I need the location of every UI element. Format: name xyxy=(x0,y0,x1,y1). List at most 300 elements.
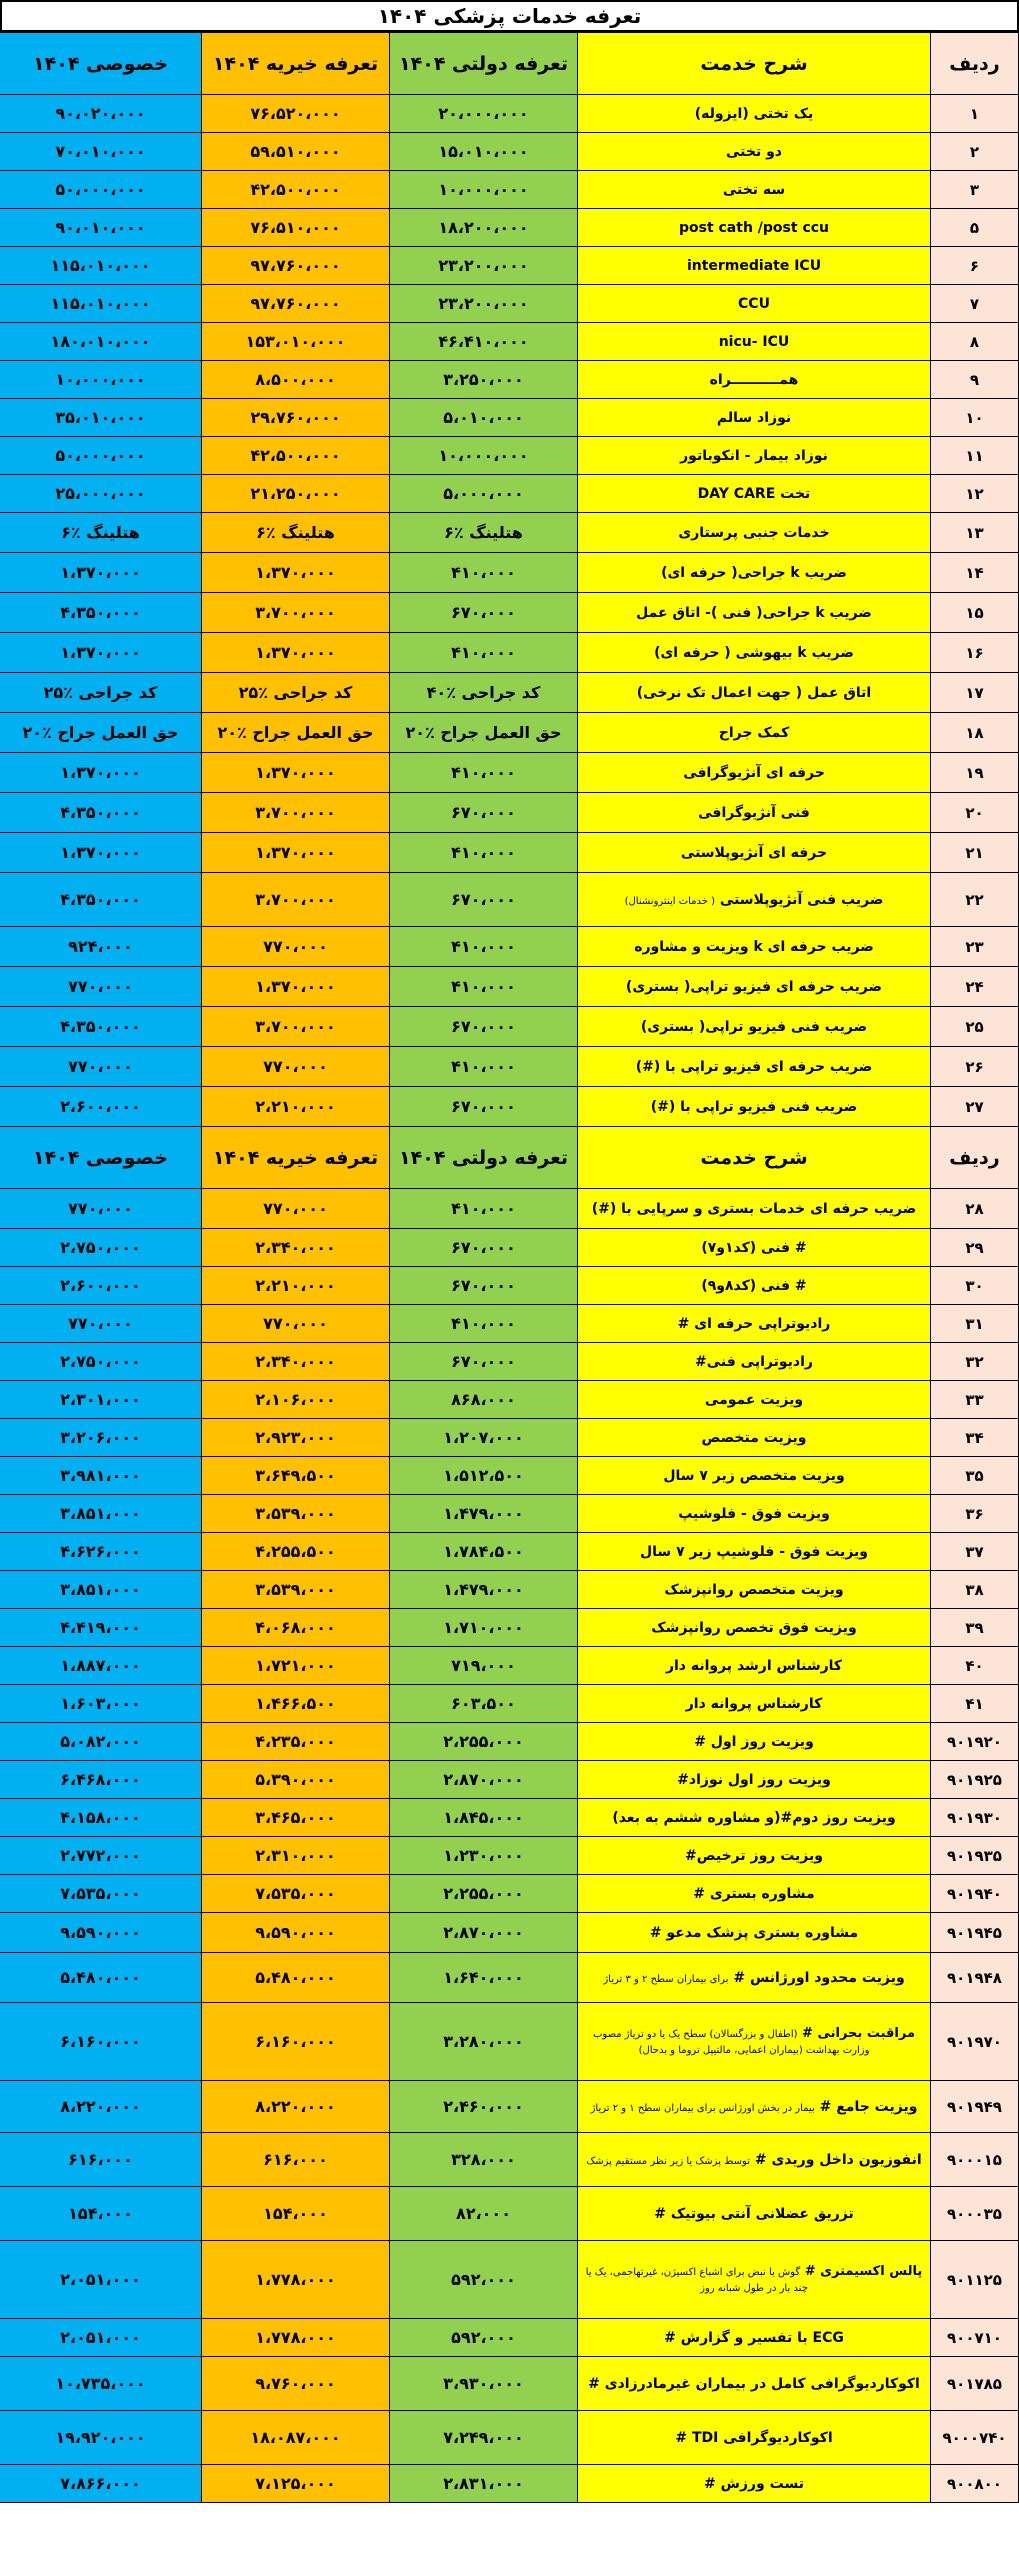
government-tariff-cell: ۴۱۰،۰۰۰ xyxy=(390,927,578,967)
description-text: حرفه ای آنژیوپلاستی xyxy=(680,844,828,861)
row-number-cell: ۱۳ xyxy=(931,513,1019,553)
charity-tariff-cell: ۲،۱۰۶،۰۰۰ xyxy=(202,1381,390,1419)
description-text: ویزیت متخصص روانپزشک xyxy=(664,1581,844,1598)
charity-tariff-cell: ۵،۳۹۰،۰۰۰ xyxy=(202,1761,390,1799)
row-number-cell: ۱۴ xyxy=(931,553,1019,593)
charity-tariff-cell: ۳،۵۳۹،۰۰۰ xyxy=(202,1495,390,1533)
row-number-cell: ۲۷ xyxy=(931,1087,1019,1127)
charity-tariff-cell: ۹۷،۷۶۰،۰۰۰ xyxy=(202,285,390,323)
private-tariff-cell: ۱۱۵،۰۱۰،۰۰۰ xyxy=(0,285,202,323)
table-row xyxy=(0,1343,1019,1381)
description-cell xyxy=(578,2319,931,2357)
description-note: برای بیماران سطح ۲ و ۳ تریاژ xyxy=(603,1973,729,1985)
description-cell xyxy=(578,833,931,873)
table-row xyxy=(0,1305,1019,1343)
private-tariff-cell: ۵۰،۰۰۰،۰۰۰ xyxy=(0,437,202,475)
header-row-no: ردیف xyxy=(931,33,1019,95)
row-number-cell: ۳۱ xyxy=(931,1305,1019,1343)
description-text: ویزیت محدود اورژانس # xyxy=(733,1969,905,1986)
government-tariff-cell: ۱،۲۳۰،۰۰۰ xyxy=(390,1837,578,1875)
description-text: مشاوره بستری # xyxy=(693,1885,815,1902)
table-row xyxy=(0,873,1019,927)
row-number-cell: ۳ xyxy=(931,171,1019,209)
charity-tariff-cell: ۷،۵۳۵،۰۰۰ xyxy=(202,1875,390,1913)
table-row xyxy=(0,1609,1019,1647)
government-tariff-cell: ۲،۲۵۵،۰۰۰ xyxy=(390,1723,578,1761)
charity-tariff-cell: ۱،۷۷۸،۰۰۰ xyxy=(202,2319,390,2357)
description-text: رادیوتراپی فنی# xyxy=(695,1353,813,1370)
charity-tariff-cell: ۳،۷۰۰،۰۰۰ xyxy=(202,1007,390,1047)
description-cell xyxy=(578,323,931,361)
government-tariff-cell: ۶۷۰،۰۰۰ xyxy=(390,1087,578,1127)
header-no: ردیف xyxy=(931,1127,1019,1189)
government-tariff-cell: ۴۱۰،۰۰۰ xyxy=(390,1305,578,1343)
description-text: ویزیت روز اول # xyxy=(694,1733,814,1750)
private-tariff-cell: ۷۷۰،۰۰۰ xyxy=(0,967,202,1007)
description-text: مراقبت بحرانی # xyxy=(802,2025,915,2041)
row-number-cell: ۲۱ xyxy=(931,833,1019,873)
row-number-cell: ۱۹ xyxy=(931,753,1019,793)
charity-tariff-cell: ۱،۳۷۰،۰۰۰ xyxy=(202,553,390,593)
row-number-cell: ۲۸ xyxy=(931,1189,1019,1229)
table-row xyxy=(0,553,1019,593)
description-text: # فنی (کد۸و۹) xyxy=(701,1277,807,1294)
charity-tariff-cell: ۷۶،۵۲۰،۰۰۰ xyxy=(202,95,390,133)
description-cell xyxy=(578,2187,931,2241)
private-tariff-cell: ۷۰،۰۱۰،۰۰۰ xyxy=(0,133,202,171)
government-tariff-cell: ۴۱۰،۰۰۰ xyxy=(390,1189,578,1229)
table-row xyxy=(0,361,1019,399)
charity-tariff-cell: ۱۸،۰۸۷،۰۰۰ xyxy=(202,2411,390,2465)
government-tariff-cell: ۲۳،۲۰۰،۰۰۰ xyxy=(390,285,578,323)
row-number-cell: ۲۵ xyxy=(931,1007,1019,1047)
description-text: ویزیت عمومی xyxy=(704,1391,804,1408)
charity-tariff-cell: ۲۱،۲۵۰،۰۰۰ xyxy=(202,475,390,513)
description-cell xyxy=(578,361,931,399)
description-text: مشاوره بستری پزشک مدعو # xyxy=(649,1924,859,1941)
private-tariff-cell: ۲،۰۵۱،۰۰۰ xyxy=(0,2241,202,2319)
description-text: سه تختی xyxy=(722,181,786,198)
government-tariff-cell: ۴۱۰،۰۰۰ xyxy=(390,833,578,873)
private-tariff-cell: ۵۰،۰۰۰،۰۰۰ xyxy=(0,171,202,209)
private-tariff-cell: ۲،۷۵۰،۰۰۰ xyxy=(0,1229,202,1267)
description-text: nicu- ICU xyxy=(718,333,790,350)
row-number-cell: ۹ xyxy=(931,361,1019,399)
charity-tariff-cell: ۹۷،۷۶۰،۰۰۰ xyxy=(202,247,390,285)
government-tariff-cell: ۴۱۰،۰۰۰ xyxy=(390,553,578,593)
description-text: ضریب فنی فیزیو تراپی( بستری) xyxy=(640,1018,868,1035)
government-tariff-cell: ۴۱۰،۰۰۰ xyxy=(390,633,578,673)
table-row xyxy=(0,1837,1019,1875)
row-number-cell: ۱ xyxy=(931,95,1019,133)
table-row xyxy=(0,1723,1019,1761)
table-row xyxy=(0,285,1019,323)
row-number-cell: ۴۱ xyxy=(931,1685,1019,1723)
government-tariff-cell: کد جراحی ٪۴۰ xyxy=(390,673,578,713)
description-note: گوش یا نبض برای اشباع اکسیژن، غیرتهاجمی، یک یا چند بار در طول شبانه روز xyxy=(585,2266,808,2294)
table-row xyxy=(0,1047,1019,1087)
row-number-cell: ۹۰۱۱۲۵ xyxy=(931,2241,1019,2319)
row-number-cell: ۱۱ xyxy=(931,437,1019,475)
description-cell xyxy=(578,285,931,323)
charity-tariff-cell: ۳،۷۰۰،۰۰۰ xyxy=(202,873,390,927)
description-cell xyxy=(578,2465,931,2503)
tariff-table xyxy=(0,32,1019,2503)
description-text: یک تختی (ایزوله) xyxy=(694,105,814,122)
charity-tariff-cell: ۶،۱۶۰،۰۰۰ xyxy=(202,2003,390,2081)
charity-tariff-cell: ۳،۶۴۹،۵۰۰ xyxy=(202,1457,390,1495)
charity-tariff-cell: ۳،۷۰۰،۰۰۰ xyxy=(202,593,390,633)
row-number-cell: ۹۰۰۸۰۰ xyxy=(931,2465,1019,2503)
charity-tariff-cell: ۲۹،۷۶۰،۰۰۰ xyxy=(202,399,390,437)
description-cell xyxy=(578,513,931,553)
private-tariff-cell: ۲،۰۵۱،۰۰۰ xyxy=(0,2319,202,2357)
government-tariff-cell: ۲،۲۵۵،۰۰۰ xyxy=(390,1875,578,1913)
row-number-cell: ۳۹ xyxy=(931,1609,1019,1647)
private-tariff-cell: ۱۵۴،۰۰۰ xyxy=(0,2187,202,2241)
header-government-tariff: تعرفه دولتی ۱۴۰۴ xyxy=(390,33,578,95)
description-text: ضریب k جراحی( فنی )- اتاق عمل xyxy=(636,604,872,621)
description-cell xyxy=(578,1267,931,1305)
charity-tariff-cell: ۱،۷۷۸،۰۰۰ xyxy=(202,2241,390,2319)
table-row xyxy=(0,833,1019,873)
table-row xyxy=(0,133,1019,171)
table-row xyxy=(0,1799,1019,1837)
row-number-cell: ۴۰ xyxy=(931,1647,1019,1685)
description-cell xyxy=(578,1533,931,1571)
government-tariff-cell: ۱،۴۷۹،۰۰۰ xyxy=(390,1571,578,1609)
description-text: نوزاد بیمار - انکوباتور xyxy=(680,447,828,464)
government-tariff-cell: ۴۱۰،۰۰۰ xyxy=(390,753,578,793)
description-note: ( خدمات اینترونشنال) xyxy=(624,895,716,907)
table-row xyxy=(0,1571,1019,1609)
page-title: تعرفه خدمات پزشکی ۱۴۰۴ xyxy=(0,0,1019,32)
table-row xyxy=(0,399,1019,437)
private-tariff-cell: ۳،۹۸۱،۰۰۰ xyxy=(0,1457,202,1495)
description-text: ویزیت جامع # xyxy=(819,2098,918,2115)
description-text: ویزیت روز ترخیص# xyxy=(685,1847,823,1864)
description-cell xyxy=(578,1837,931,1875)
government-tariff-cell: ۲،۴۶۰،۰۰۰ xyxy=(390,2081,578,2133)
description-text: خدمات جنبی پرستاری xyxy=(678,524,830,541)
private-tariff-cell: ۹،۵۹۰،۰۰۰ xyxy=(0,1913,202,1953)
table-row xyxy=(0,1495,1019,1533)
government-tariff-cell: ۱۰،۰۰۰،۰۰۰ xyxy=(390,171,578,209)
table-row xyxy=(0,1189,1019,1229)
government-tariff-cell: ۱۰،۰۰۰،۰۰۰ xyxy=(390,437,578,475)
government-tariff-cell: ۲۳،۲۰۰،۰۰۰ xyxy=(390,247,578,285)
description-text: ضریب حرفه ای فیزیو تراپی با (#) xyxy=(635,1058,873,1075)
private-tariff-cell: ۲۵،۰۰۰،۰۰۰ xyxy=(0,475,202,513)
private-tariff-cell: ۷،۵۳۵،۰۰۰ xyxy=(0,1875,202,1913)
private-tariff-cell: ۸،۲۲۰،۰۰۰ xyxy=(0,2081,202,2133)
table-row xyxy=(0,713,1019,753)
header-desc: شرح خدمت xyxy=(578,1127,931,1189)
description-text: دو تختی xyxy=(726,143,782,160)
charity-tariff-cell: ۲،۳۴۰،۰۰۰ xyxy=(202,1229,390,1267)
charity-tariff-cell: ۲،۲۱۰،۰۰۰ xyxy=(202,1267,390,1305)
government-tariff-cell: ۱،۴۷۹،۰۰۰ xyxy=(390,1495,578,1533)
table-row xyxy=(0,2319,1019,2357)
table-row xyxy=(0,1913,1019,1953)
private-tariff-cell: ۷،۸۶۶،۰۰۰ xyxy=(0,2465,202,2503)
charity-tariff-cell: ۱،۳۷۰،۰۰۰ xyxy=(202,967,390,1007)
description-text: post cath /post ccu xyxy=(678,219,830,236)
charity-tariff-cell: ۳،۷۰۰،۰۰۰ xyxy=(202,793,390,833)
government-tariff-cell: ۴۶،۴۱۰،۰۰۰ xyxy=(390,323,578,361)
description-cell xyxy=(578,2081,931,2133)
description-text: ضریب حرفه ای k ویزیت و مشاوره xyxy=(634,938,874,955)
description-cell xyxy=(578,1761,931,1799)
private-tariff-cell: ۲،۷۵۰،۰۰۰ xyxy=(0,1343,202,1381)
header-gov: تعرفه دولتی ۱۴۰۴ xyxy=(390,1127,578,1189)
description-text: نوزاد سالم xyxy=(716,409,792,426)
charity-tariff-cell: ۴۲،۵۰۰،۰۰۰ xyxy=(202,171,390,209)
description-text: پالس اکسیمتری # xyxy=(804,2263,923,2279)
table-row xyxy=(0,2003,1019,2081)
row-number-cell: ۱۰ xyxy=(931,399,1019,437)
table-row xyxy=(0,1685,1019,1723)
description-cell xyxy=(578,1723,931,1761)
row-number-cell: ۹۰۰۰۱۵ xyxy=(931,2133,1019,2187)
private-tariff-cell: ۴،۳۵۰،۰۰۰ xyxy=(0,593,202,633)
row-number-cell: ۹۰۰۰۳۵ xyxy=(931,2187,1019,2241)
private-tariff-cell: ۴،۶۲۶،۰۰۰ xyxy=(0,1533,202,1571)
row-number-cell: ۹۰۱۹۴۰ xyxy=(931,1875,1019,1913)
description-text: فنی آنژیوگرافی xyxy=(698,804,810,821)
description-text: ویزیت متخصص زیر ۷ سال xyxy=(663,1467,845,1484)
description-cell xyxy=(578,553,931,593)
row-number-cell: ۹۰۱۹۷۰ xyxy=(931,2003,1019,2081)
row-number-cell: ۷ xyxy=(931,285,1019,323)
row-number-cell: ۱۸ xyxy=(931,713,1019,753)
table-row xyxy=(0,513,1019,553)
private-tariff-cell: ۶۱۶،۰۰۰ xyxy=(0,2133,202,2187)
description-cell xyxy=(578,1609,931,1647)
table-row xyxy=(0,633,1019,673)
description-note: بیمار در بخش اورژانس برای بیماران سطح ۱ و ۲ تریاژ xyxy=(590,2102,815,2114)
government-tariff-cell: ۵،۰۱۰،۰۰۰ xyxy=(390,399,578,437)
table-row xyxy=(0,437,1019,475)
row-number-cell: ۱۷ xyxy=(931,673,1019,713)
description-cell xyxy=(578,1647,931,1685)
description-text: تزریق عضلانی آنتی بیوتیک # xyxy=(654,2205,854,2222)
row-number-cell: ۲۴ xyxy=(931,967,1019,1007)
private-tariff-cell: ۱۹،۹۲۰،۰۰۰ xyxy=(0,2411,202,2465)
row-number-cell: ۲۶ xyxy=(931,1047,1019,1087)
description-text: # فنی (کد۱و۷) xyxy=(701,1239,807,1256)
row-number-cell: ۹۰۱۹۴۸ xyxy=(931,1953,1019,2003)
description-text: ضریب k بیهوشی ( حرفه ای) xyxy=(654,644,854,661)
private-tariff-cell: ۱،۸۸۷،۰۰۰ xyxy=(0,1647,202,1685)
row-number-cell: ۹۰۰۷۱۰ xyxy=(931,2319,1019,2357)
table-row xyxy=(0,1087,1019,1127)
government-tariff-cell: ۱،۸۴۵،۰۰۰ xyxy=(390,1799,578,1837)
description-cell xyxy=(578,95,931,133)
charity-tariff-cell: هتلینگ ٪۶ xyxy=(202,513,390,553)
private-tariff-cell: ۷۷۰،۰۰۰ xyxy=(0,1047,202,1087)
header-private-tariff: خصوصی ۱۴۰۴ xyxy=(0,33,202,95)
table-row xyxy=(0,593,1019,633)
description-text: همــــــــــراه xyxy=(709,371,799,388)
charity-tariff-cell: ۸،۲۲۰،۰۰۰ xyxy=(202,2081,390,2133)
description-cell xyxy=(578,1571,931,1609)
charity-tariff-cell: ۱۵۳،۰۱۰،۰۰۰ xyxy=(202,323,390,361)
private-tariff-cell: ۷۷۰،۰۰۰ xyxy=(0,1305,202,1343)
row-number-cell: ۶ xyxy=(931,247,1019,285)
table-row xyxy=(0,323,1019,361)
private-tariff-cell: ۱۰،۰۰۰،۰۰۰ xyxy=(0,361,202,399)
government-tariff-cell: ۷۱۹،۰۰۰ xyxy=(390,1647,578,1685)
private-tariff-cell: ۱،۳۷۰،۰۰۰ xyxy=(0,753,202,793)
government-tariff-cell: ۳،۹۳۰،۰۰۰ xyxy=(390,2357,578,2411)
description-text: اکوکاردیوگرافی TDI # xyxy=(675,2429,833,2446)
description-text: ویزیت روز دوم#(و مشاوره ششم به بعد) xyxy=(612,1809,896,1826)
description-cell xyxy=(578,133,931,171)
charity-tariff-cell: ۴،۲۳۵،۰۰۰ xyxy=(202,1723,390,1761)
charity-tariff-cell: ۹،۵۹۰،۰۰۰ xyxy=(202,1913,390,1953)
row-number-cell: ۱۶ xyxy=(931,633,1019,673)
description-text: تست ورزش # xyxy=(704,2475,804,2492)
government-tariff-cell: ۲،۸۳۱،۰۰۰ xyxy=(390,2465,578,2503)
private-tariff-cell: ۳،۸۵۱،۰۰۰ xyxy=(0,1571,202,1609)
government-tariff-cell: ۷،۲۴۹،۰۰۰ xyxy=(390,2411,578,2465)
table-header-row xyxy=(0,33,1019,95)
charity-tariff-cell: ۷۷۰،۰۰۰ xyxy=(202,1189,390,1229)
private-tariff-cell: ۱۰،۷۳۵،۰۰۰ xyxy=(0,2357,202,2411)
description-cell xyxy=(578,1087,931,1127)
charity-tariff-cell: کد جراحی ٪۲۵ xyxy=(202,673,390,713)
description-cell xyxy=(578,2133,931,2187)
private-tariff-cell: ۶،۴۶۸،۰۰۰ xyxy=(0,1761,202,1799)
table-row xyxy=(0,927,1019,967)
description-cell xyxy=(578,1047,931,1087)
table-row xyxy=(0,1761,1019,1799)
description-cell xyxy=(578,1305,931,1343)
description-text: رادیوتراپی حرفه ای # xyxy=(677,1315,831,1332)
private-tariff-cell: کد جراحی ٪۲۵ xyxy=(0,673,202,713)
private-tariff-cell: هتلینگ ٪۶ xyxy=(0,513,202,553)
government-tariff-cell: هتلینگ ٪۶ xyxy=(390,513,578,553)
table-row xyxy=(0,2241,1019,2319)
government-tariff-cell: ۱،۷۸۴،۵۰۰ xyxy=(390,1533,578,1571)
description-text: ویزیت متخصص xyxy=(701,1429,807,1446)
private-tariff-cell: حق العمل جراح ٪۲۰ xyxy=(0,713,202,753)
row-number-cell: ۳۵ xyxy=(931,1457,1019,1495)
government-tariff-cell: ۵۹۲،۰۰۰ xyxy=(390,2319,578,2357)
description-cell xyxy=(578,1229,931,1267)
government-tariff-cell: ۱،۶۴۰،۰۰۰ xyxy=(390,1953,578,2003)
description-cell xyxy=(578,437,931,475)
description-cell xyxy=(578,1189,931,1229)
description-cell xyxy=(578,633,931,673)
row-number-cell: ۱۵ xyxy=(931,593,1019,633)
description-cell xyxy=(578,247,931,285)
charity-tariff-cell: ۲،۳۱۰،۰۰۰ xyxy=(202,1837,390,1875)
row-number-cell: ۳۴ xyxy=(931,1419,1019,1457)
table-row xyxy=(0,247,1019,285)
description-cell xyxy=(578,873,931,927)
charity-tariff-cell: ۵۹،۵۱۰،۰۰۰ xyxy=(202,133,390,171)
government-tariff-cell: ۳،۲۵۰،۰۰۰ xyxy=(390,361,578,399)
description-text: ویزیت فوق تخصص روانپزشک xyxy=(651,1619,857,1636)
private-tariff-cell: ۱،۶۰۳،۰۰۰ xyxy=(0,1685,202,1723)
row-number-cell: ۹۰۱۹۳۵ xyxy=(931,1837,1019,1875)
private-tariff-cell: ۱۸۰،۰۱۰،۰۰۰ xyxy=(0,323,202,361)
row-number-cell: ۳۰ xyxy=(931,1267,1019,1305)
charity-tariff-cell: ۷۷۰،۰۰۰ xyxy=(202,1047,390,1087)
charity-tariff-cell: ۱۵۴،۰۰۰ xyxy=(202,2187,390,2241)
table-row xyxy=(0,2357,1019,2411)
table-row xyxy=(0,1267,1019,1305)
row-number-cell: ۳۲ xyxy=(931,1343,1019,1381)
private-tariff-cell: ۹۰،۰۱۰،۰۰۰ xyxy=(0,209,202,247)
table-row xyxy=(0,1533,1019,1571)
charity-tariff-cell: ۱،۳۷۰،۰۰۰ xyxy=(202,633,390,673)
description-cell xyxy=(578,1495,931,1533)
description-text: ویزیت روز اول نوزاد# xyxy=(677,1771,831,1788)
private-tariff-cell: ۴،۱۵۸،۰۰۰ xyxy=(0,1799,202,1837)
header-description: شرح خدمت xyxy=(578,33,931,95)
description-text: ضریب فنی فیزیو تراپی با (#) xyxy=(650,1098,858,1115)
government-tariff-cell: ۴۱۰،۰۰۰ xyxy=(390,967,578,1007)
charity-tariff-cell: ۹،۷۶۰،۰۰۰ xyxy=(202,2357,390,2411)
description-cell xyxy=(578,209,931,247)
charity-tariff-cell: ۷۷۰،۰۰۰ xyxy=(202,927,390,967)
charity-tariff-cell: ۱،۷۲۱،۰۰۰ xyxy=(202,1647,390,1685)
government-tariff-cell: ۸۶۸،۰۰۰ xyxy=(390,1381,578,1419)
description-text: انفوزیون داخل وریدی # xyxy=(754,2151,922,2168)
description-cell xyxy=(578,1953,931,2003)
table-row xyxy=(0,1381,1019,1419)
table-row xyxy=(0,171,1019,209)
description-text: اکوکاردیوگرافی کامل در بیماران غیرمادرزادی # xyxy=(588,2375,920,2392)
description-text: ضریب فنی آنژیوپلاستی xyxy=(719,891,884,908)
description-text: ECG با تفسیر و گزارش # xyxy=(664,2329,844,2346)
description-cell xyxy=(578,593,931,633)
row-number-cell: ۹۰۱۹۳۰ xyxy=(931,1799,1019,1837)
description-cell xyxy=(578,1381,931,1419)
row-number-cell: ۹۰۱۹۴۵ xyxy=(931,1913,1019,1953)
table-header-row-repeat xyxy=(0,1127,1019,1189)
description-cell xyxy=(578,1875,931,1913)
government-tariff-cell: ۸۲،۰۰۰ xyxy=(390,2187,578,2241)
charity-tariff-cell: ۱،۳۷۰،۰۰۰ xyxy=(202,833,390,873)
description-cell xyxy=(578,967,931,1007)
private-tariff-cell: ۹۰،۰۲۰،۰۰۰ xyxy=(0,95,202,133)
government-tariff-cell: ۱۸،۲۰۰،۰۰۰ xyxy=(390,209,578,247)
description-text: ضریب حرفه ای خدمات بستری و سرپایی با (#) xyxy=(591,1200,917,1217)
private-tariff-cell: ۲،۳۰۱،۰۰۰ xyxy=(0,1381,202,1419)
private-tariff-cell: ۳،۲۰۶،۰۰۰ xyxy=(0,1419,202,1457)
charity-tariff-cell: ۲،۲۱۰،۰۰۰ xyxy=(202,1087,390,1127)
government-tariff-cell: ۲۰،۰۰۰،۰۰۰ xyxy=(390,95,578,133)
private-tariff-cell: ۴،۳۵۰،۰۰۰ xyxy=(0,1007,202,1047)
charity-tariff-cell: ۷۶،۵۱۰،۰۰۰ xyxy=(202,209,390,247)
row-number-cell: ۸ xyxy=(931,323,1019,361)
description-text: ضریب حرفه ای فیزیو تراپی( بستری) xyxy=(625,978,883,995)
table-row xyxy=(0,2187,1019,2241)
description-cell xyxy=(578,793,931,833)
description-cell xyxy=(578,1913,931,1953)
description-cell xyxy=(578,2241,931,2319)
private-tariff-cell: ۳۵،۰۱۰،۰۰۰ xyxy=(0,399,202,437)
header-charity-tariff: تعرفه خیریه ۱۴۰۴ xyxy=(202,33,390,95)
private-tariff-cell: ۵،۴۸۰،۰۰۰ xyxy=(0,1953,202,2003)
private-tariff-cell: ۴،۳۵۰،۰۰۰ xyxy=(0,793,202,833)
charity-tariff-cell: ۳،۴۶۵،۰۰۰ xyxy=(202,1799,390,1837)
government-tariff-cell: ۲،۸۷۰،۰۰۰ xyxy=(390,1761,578,1799)
